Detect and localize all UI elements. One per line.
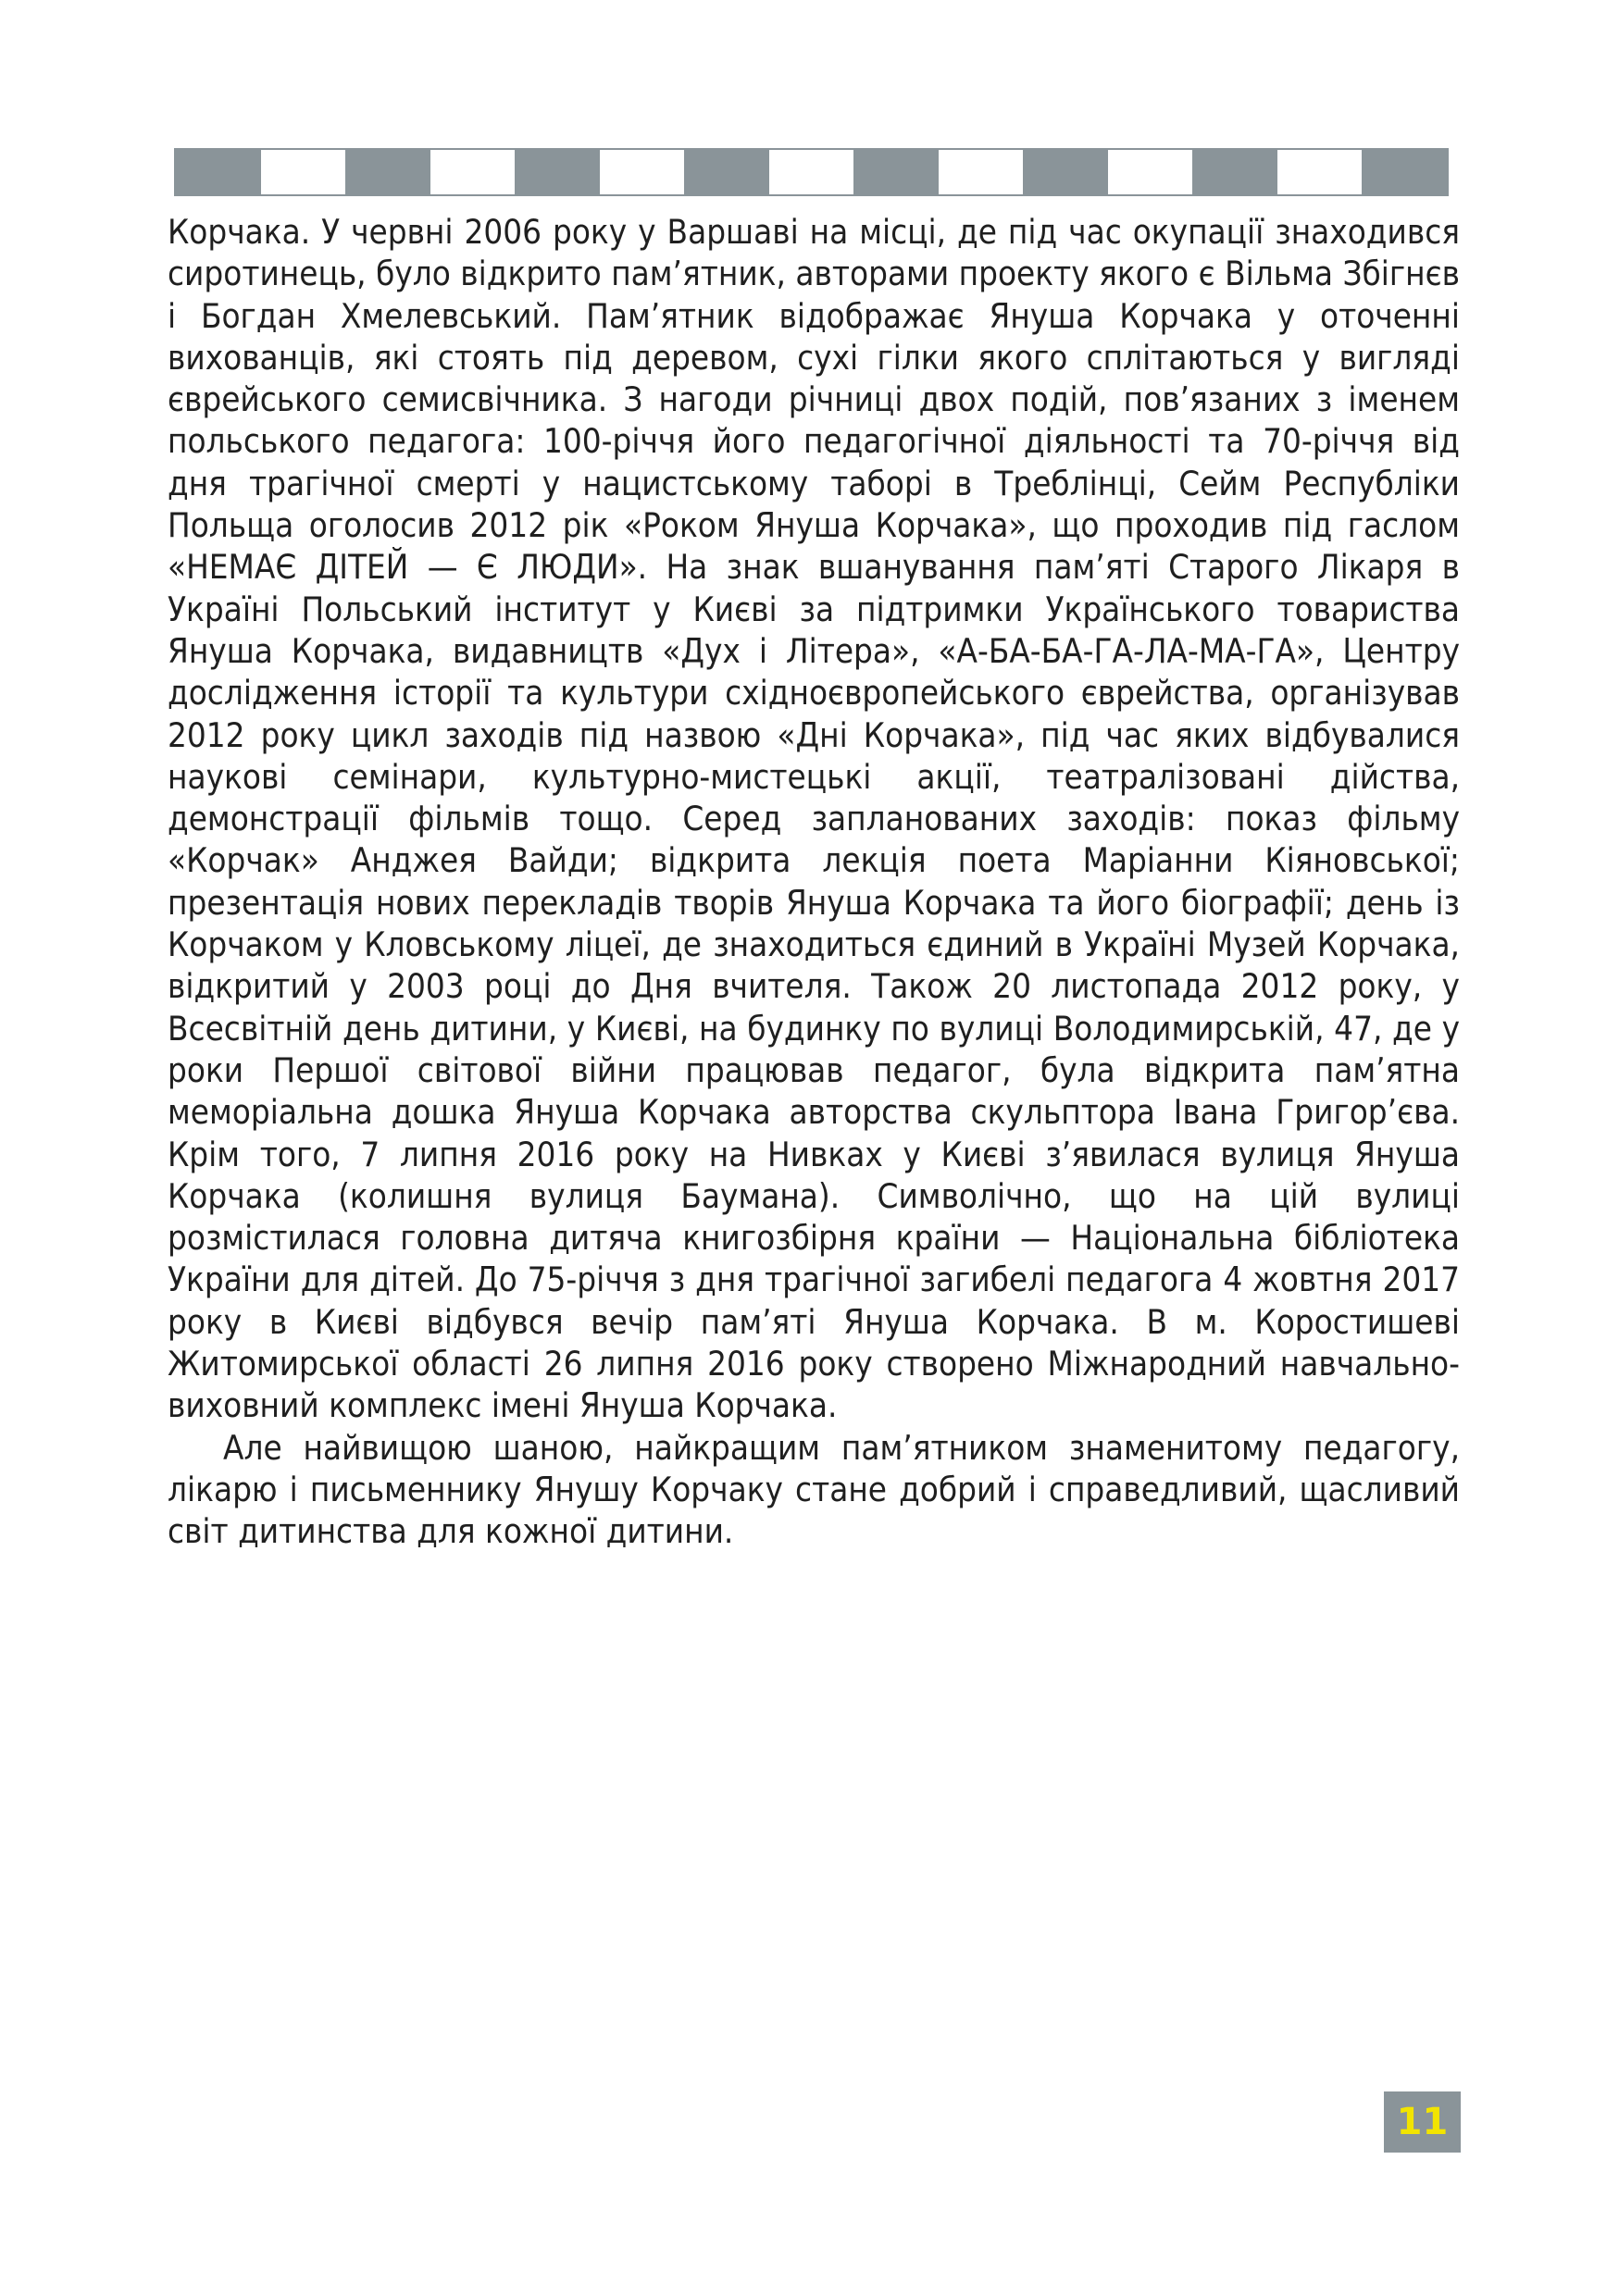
stripe-segment: [600, 150, 685, 194]
page-number: 11: [1384, 2091, 1461, 2153]
stripe-segment: [1108, 150, 1193, 194]
stripe-segment: [769, 150, 854, 194]
stripe-segment: [939, 150, 1024, 194]
stripe-segment: [1192, 150, 1277, 194]
stripe-segment: [430, 150, 516, 194]
paragraph-main: Корчака. У червні 2006 року у Варшаві на місці, де під час окупації знаходився сиротинець, було відкрито пам’ятник, авторами проекту якого є Вільма Збігнєв і Богдан Хмелевський. Пам’ятник відображає Януша Корчака у оточенні вихованців, які стоять під деревом, сухі гілки якого сплітаються у вигляді єврейського семисвічника. З нагоди річниці двох подій, пов’язаних з іменем польського педагога: 100-річчя його педагогічної діяльності та 70-річчя від дня трагічної смерті у нацистському таборі в Треблінці, Сейм Республіки Польща оголосив 2012 рік «Роком Януша Корчака», що проходив під гаслом «НЕМАЄ ДІТЕЙ — Є ЛЮДИ». На знак вшанування пам’яті Старого Лікаря в Україні Польський інститут у Києві за підтримки Українського товариства Януша Корчака, видавництв «Дух і Літера», «А-БА-БА-ГА-ЛА-МА-ГА», Центру дослідження історії та культури східноєвропейського єврейства, організував 2012 року цикл заходів під назвою «Дні Корчака», під час яких відбувалися наукові семінари, культурно-мистецькі акції, театралізовані дійства, демонстрації фільмів тощо. Серед запланованих заходів: показ фільму «Корчак» Анджея Вайди; відкрита лекція поета Маріанни Кіяновської; презентація нових перекладів творів Януша Корчака та його біографії; день із Корчаком у Кловському ліцеї, де знаходиться єдиний в Україні Музей Корчака, відкритий у 2003 році до Дня вчителя. Також 20 листопада 2012 року, у Всесвітній день дитини, у Києві, на будинку по вулиці Володимирській, 47, де у роки Першої світової війни працював педагог, була відкрита пам’ятна меморіальна дошка Януша Корчака авторства скульптора Івана Григор’єва. Крім того, 7 липня 2016 року на Нивках у Києві з’явилася вулиця Януша Корчака (колишня вулиця Баумана). Символічно, що на цій вулиці розмістилася головна дитяча книгозбірня країни — Національна бібліотека України для дітей. До 75-річчя з дня трагічної загибелі педагога 4 жовтня 2017 року в Києві відбувся вечір пам’яті Януша Корчака. В м. Коростишеві Житомирської області 26 липня 2016 року створено Міжнародний навчально-виховний комплекс імені Януша Корчака.: [168, 212, 1460, 1426]
stripe-segment: [176, 150, 261, 194]
stripe-segment: [1362, 150, 1447, 194]
stripe-segment: [853, 150, 939, 194]
stripe-segment: [684, 150, 769, 194]
stripe-segment: [1023, 150, 1108, 194]
stripe-segment: [1277, 150, 1363, 194]
header-stripe: [174, 148, 1449, 196]
stripe-segment: [345, 150, 430, 194]
stripe-segment: [515, 150, 600, 194]
stripe-segment: [261, 150, 346, 194]
body-text: [168, 211, 1460, 1553]
paragraph-closing: Але найвищою шаною, найкращим пам’ятником знаменитому педагогу, лікарю і письменнику Янушу Корчаку стане добрий і справедливий, щасливий світ дитинства для кожної дитини.: [168, 1427, 1460, 1552]
